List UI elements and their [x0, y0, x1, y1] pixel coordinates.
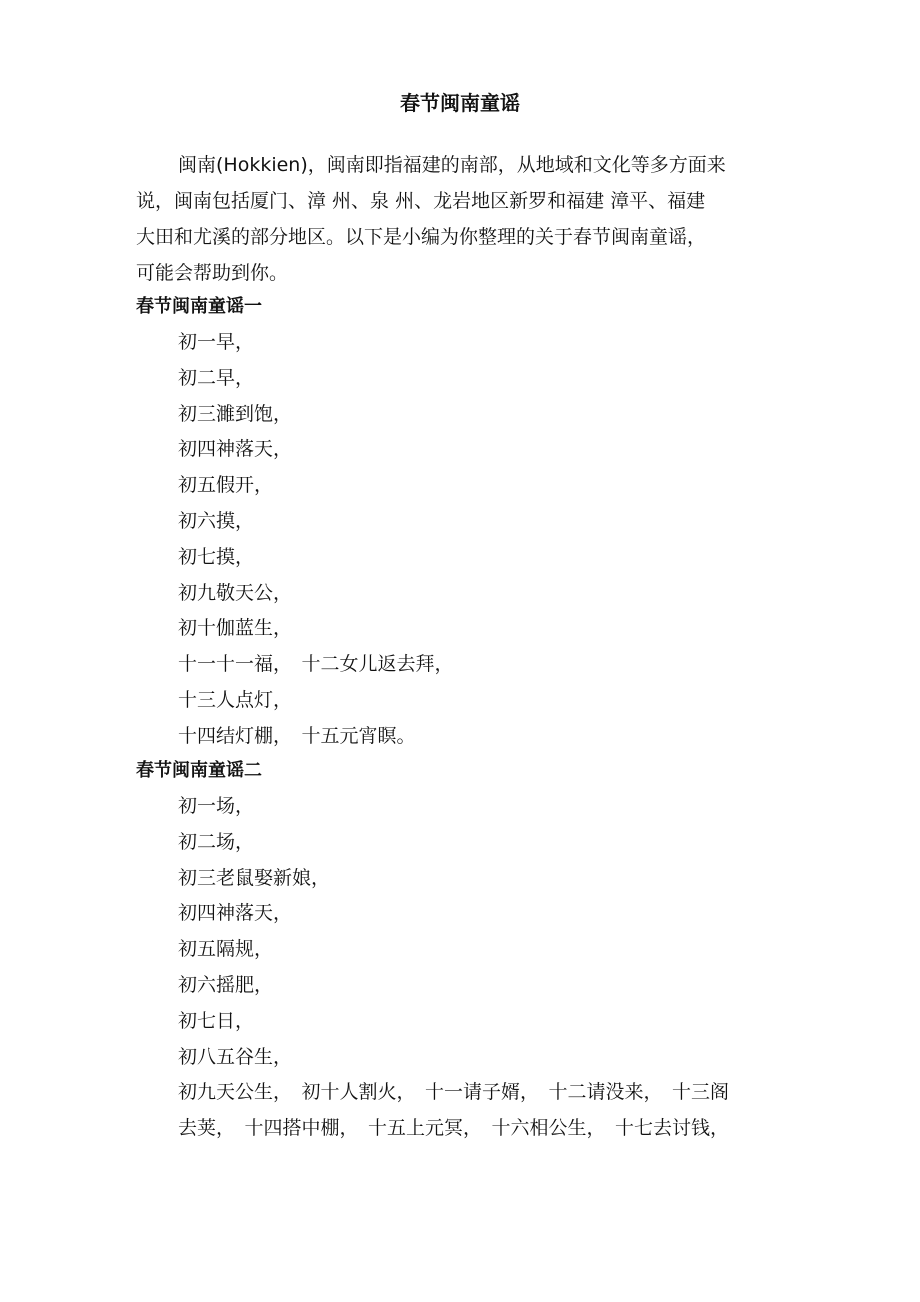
verse-list: [136, 325, 816, 755]
section-two: [136, 753, 816, 1147]
intro-line: 说，闽南包括厦门、漳 州、泉 州、龙岩地区新罗和福建 漳平、福建: [136, 190, 706, 212]
intro-line: 可能会帮助到你。: [136, 262, 289, 284]
verse-line: 初四神落天，: [178, 438, 293, 461]
verse-line: 初三濉到饱，: [178, 402, 293, 425]
verse-line: 初五隔规，: [178, 938, 274, 961]
verse-line: 十一十一福， 十二女儿返去拜，: [178, 653, 454, 676]
verse-run-line: 去荚， 十四搭中棚， 十五上元冥， 十六相公生， 十七去讨钱，: [178, 1117, 730, 1140]
verse-line: 初一场，: [178, 795, 255, 817]
verse-line: 初七日，: [178, 1009, 255, 1032]
verse-line: 初二早，: [178, 366, 255, 389]
intro-paragraph: [136, 147, 796, 291]
section-heading: 春节闽南童谣一: [136, 296, 262, 317]
document-title: 春节闽南童谣: [400, 91, 520, 115]
intro-line: 大田和尤溪的部分地区。以下是小编为你整理的关于春节闽南童谣，: [136, 226, 707, 248]
verse-line: 初六摸，: [178, 509, 255, 532]
section-heading: 春节闽南童谣二: [136, 760, 262, 781]
verse-line: 初七摸，: [178, 545, 255, 568]
verse-line: 初二场，: [178, 830, 255, 853]
verse-line: 初五假开，: [178, 474, 274, 497]
verse-line: 初十伽蓝生，: [178, 617, 293, 640]
verse-run-line: 初九天公生， 初十人割火， 十一请子婿， 十二请没来， 十三阁: [178, 1081, 730, 1104]
verse-line: 初一早，: [178, 331, 255, 353]
verse-run-paragraph: [136, 1075, 816, 1147]
verse-line: 初四神落天，: [178, 902, 293, 925]
verse-line: 初八五谷生，: [178, 1045, 293, 1068]
verse-list: [136, 789, 816, 1075]
verse-line: 初六摇肥，: [178, 973, 274, 996]
verse-line: 十三人点灯，: [178, 688, 293, 711]
verse-line: 初九敬天公，: [178, 581, 293, 604]
verse-line: 初三老鼠娶新娘，: [178, 866, 331, 889]
verse-line: 十四结灯棚， 十五元宵瞑。: [178, 724, 416, 747]
intro-line: 闽南(Hokkien)，闽南即指福建的南部，从地域和文化等多方面来: [178, 154, 726, 176]
section-one: [136, 289, 816, 755]
